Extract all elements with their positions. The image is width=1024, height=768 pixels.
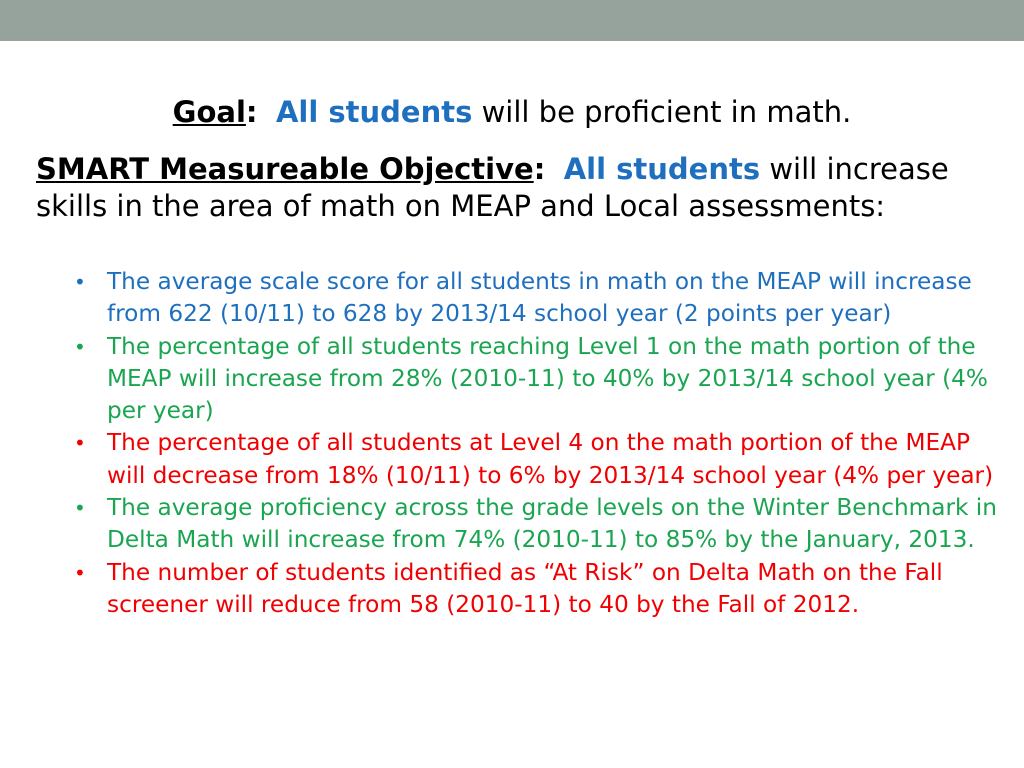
bullet-dot-icon: •: [74, 431, 86, 456]
bullet-dot-icon: •: [74, 334, 86, 359]
bullet-item: [71, 266, 1006, 331]
bullet-dot-icon: •: [74, 496, 86, 521]
bullet-item: [71, 492, 1006, 557]
goal-colon: :: [245, 95, 258, 129]
header-bar: [0, 0, 1024, 41]
objective-bullet-list: [71, 266, 1006, 621]
smart-objective: [36, 151, 996, 225]
bullet-text: The average scale score for all students in math on the MEAP will increase from 622 (10/11) to 628 by 2013/14 school year (2 points per year): [107, 268, 972, 328]
bullet-item: [71, 427, 1006, 492]
goal-highlight: All students: [275, 95, 473, 129]
bullet-item: [71, 331, 1006, 428]
objective-rest: will increase skills in the area of math on MEAP and Local assessments:: [36, 152, 949, 223]
bullet-dot-icon: •: [74, 270, 86, 294]
bullet-dot-icon: •: [74, 560, 86, 585]
objective-colon: :: [533, 152, 546, 186]
bullet-item: [71, 557, 1006, 622]
bullet-text: The percentage of all students reaching Level 1 on the math portion of the MEAP will increase from 28% (2010-11) to 40% by 2013/14 school year (4% per year): [107, 332, 988, 425]
bullet-text: The average proficiency across the grade levels on the Winter Benchmark in Delta Math will increase from 74% (2010-11) to 85% by the January, 2013.: [107, 494, 997, 554]
bullet-text: The number of students identified as “At Risk” on Delta Math on the Fall screener will reduce from 58 (2010-11) to 40 by the Fall of 2012.: [107, 558, 943, 618]
goal-statement: [0, 92, 1024, 132]
objective-highlight: All students: [563, 152, 761, 186]
bullet-text: The percentage of all students at Level 4 on the math portion of the MEAP will decrease from 18% (10/11) to 6% by 2013/14 school year (4% per year): [107, 429, 994, 489]
objective-label: SMART Measureable Objective: [36, 152, 534, 186]
goal-label: Goal: [172, 95, 246, 129]
goal-rest: will be proficient in math.: [472, 95, 852, 129]
